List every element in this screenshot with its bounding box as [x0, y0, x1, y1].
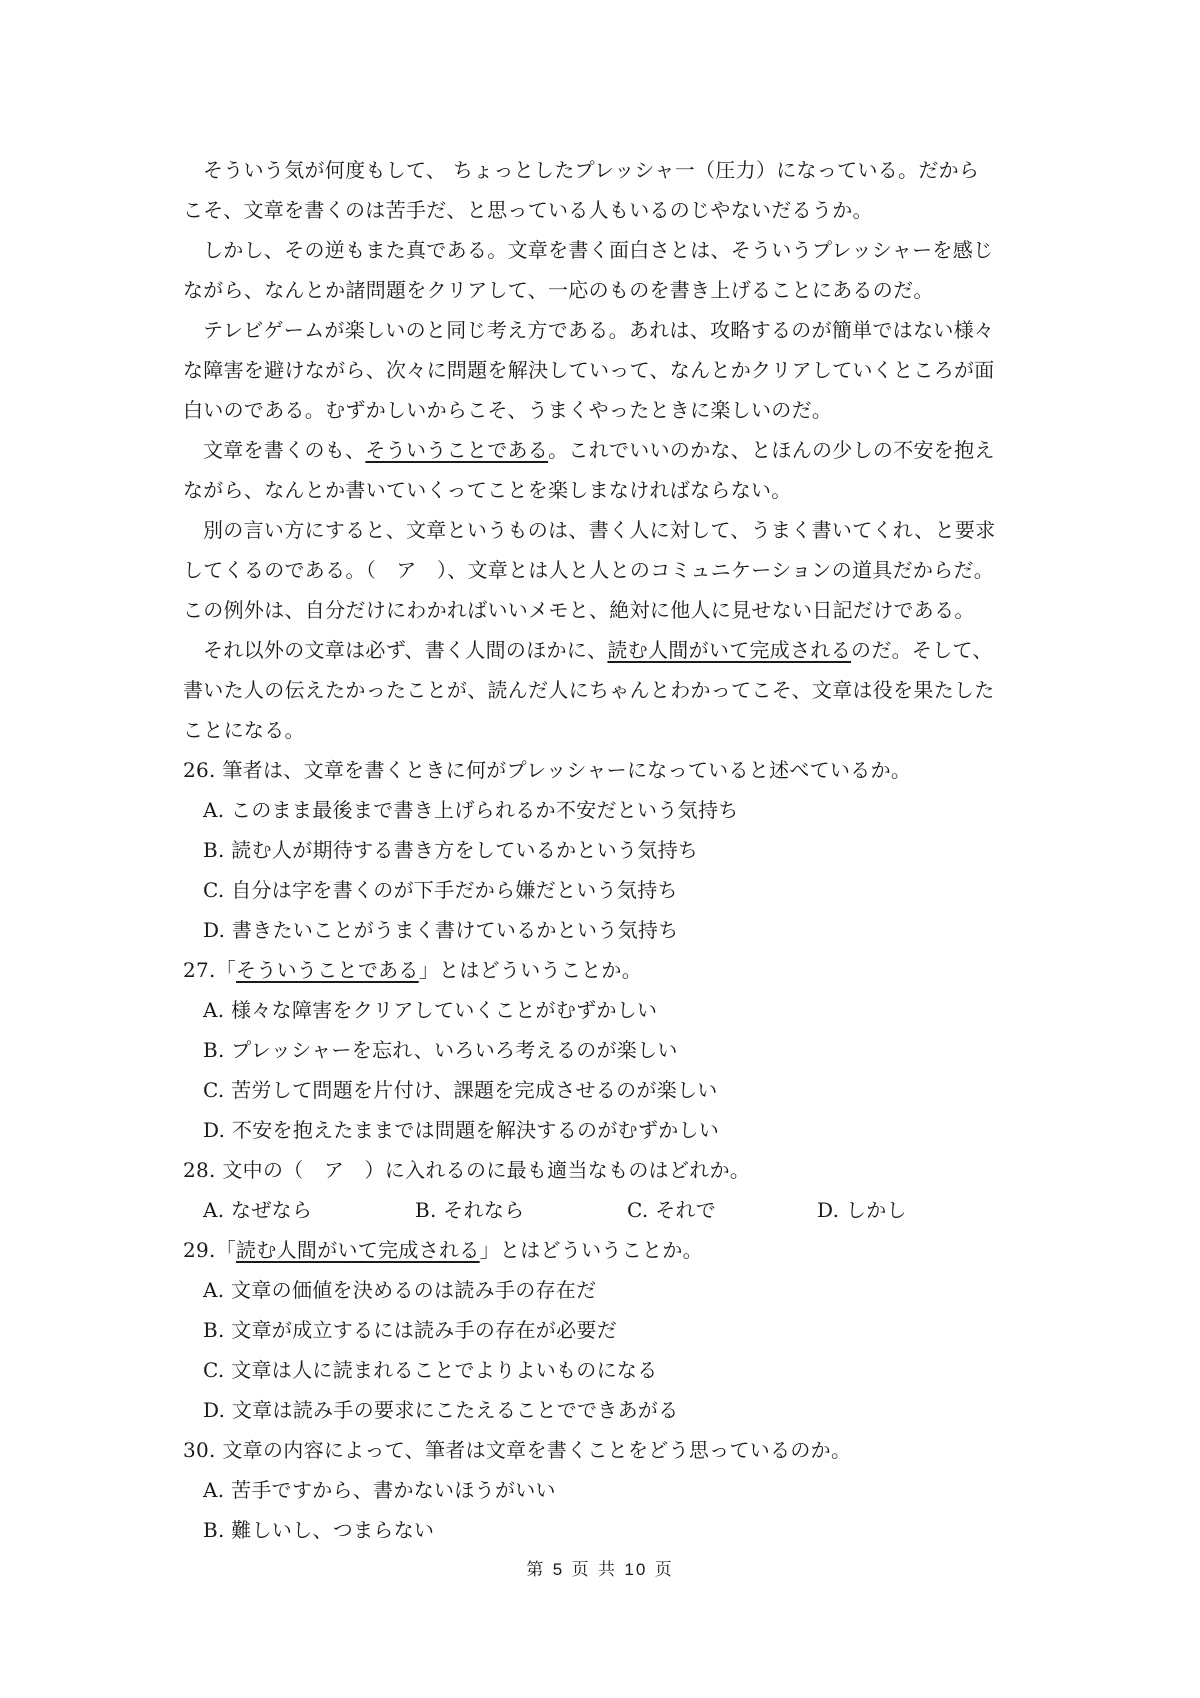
- underlined-phrase: 読む人間がいて完成される: [607, 638, 852, 662]
- passage-line: テレビゲームが楽しいのと同じ考え方である。あれは、攻略するのが簡単ではない様々: [203, 318, 995, 342]
- reading-passage: [183, 150, 1033, 750]
- option-a: A. なぜなら: [203, 1198, 313, 1222]
- option-b: B. 読む人が期待する書き方をしているかという気持ち: [203, 838, 699, 862]
- option-d: D. 不安を抱えたままでは問題を解決するのがむずかしい: [203, 1118, 720, 1142]
- question-28: [183, 1150, 1033, 1230]
- passage-text: それ以外の文章は必ず、書く人間のほかに、: [203, 638, 608, 662]
- option-c: C. 文章は人に読まれることでよりよいものになる: [203, 1358, 658, 1382]
- option-a: A. 様々な障害をクリアしていくことがむずかしい: [203, 998, 658, 1022]
- question-stem: 28. 文中の（ ア ）に入れるのに最も適当なものはどれか。: [183, 1158, 751, 1182]
- passage-line: そういう気が何度もして、 ちょっとしたプレッシャ一（圧力）になっている。だから: [203, 158, 980, 182]
- option-b: B. 難しいし、つまらない: [203, 1518, 435, 1542]
- passage-line: ながら、なんとか諸問題をクリアして、一応のものを書き上げることにあるのだ。: [183, 278, 934, 302]
- question-number: 27.「: [183, 958, 237, 982]
- question-number: 29.「: [183, 1238, 237, 1262]
- passage-line: この例外は、自分だけにわかればいいメモと、絶対に他人に見せない日記だけである。: [183, 598, 975, 622]
- option-a: A. このまま最後まで書き上げられるか不安だという気持ち: [203, 798, 739, 822]
- question-30: [183, 1430, 1033, 1550]
- option-a: A. 文章の価値を決めるのは読み手の存在だ: [203, 1278, 597, 1302]
- passage-line: ながら、なんとか書いていくってことを楽しまなければならない。: [183, 478, 792, 502]
- question-stem: [183, 1230, 1033, 1270]
- question-text: 」とはどういうことか。: [418, 958, 643, 982]
- option-d: D. 文章は読み手の要求にこたえることでできあがる: [203, 1398, 679, 1422]
- passage-text: 文章を書くのも、: [203, 438, 366, 462]
- passage-line: しかし、その逆もまた真である。文章を書く面白さとは、そういうプレッシャーを感じ: [203, 238, 994, 262]
- option-d: D. 書きたいことがうまく書けているかという気持ち: [203, 918, 679, 942]
- underlined-phrase: そういうことである: [365, 438, 549, 462]
- passage-line: ことになる。: [183, 718, 305, 742]
- option-d: D. しかし: [817, 1198, 907, 1222]
- question-stem: 26. 筆者は、文章を書くときに何がプレッシャーになっていると述べているか。: [183, 758, 912, 782]
- option-b: B. それなら: [415, 1198, 525, 1222]
- total-pages: 10: [624, 1560, 648, 1579]
- footer-middle: 页 共: [571, 1560, 617, 1580]
- passage-line: 白いのである。むずかしいからこそ、うまくやったときに楽しいのだ。: [183, 398, 833, 422]
- question-26: [183, 750, 1033, 950]
- options-row: [183, 1190, 1033, 1230]
- question-29: [183, 1230, 1033, 1430]
- footer-suffix: 页: [654, 1560, 674, 1580]
- passage-line: してくるのである。（ ア ）、文章とは人と人とのコミュニケーションの道具だからだ。: [183, 558, 995, 582]
- footer-prefix: 第: [526, 1560, 546, 1580]
- question-stem: [183, 950, 1033, 990]
- underlined-phrase: 読む人間がいて完成される: [236, 1238, 480, 1262]
- passage-text: 。これでいいのかな、とほんの少しの不安を抱え: [548, 438, 995, 462]
- passage-line: [183, 630, 1033, 670]
- option-b: B. 文章が成立するには読み手の存在が必要だ: [203, 1318, 618, 1342]
- page-footer: [0, 1555, 1200, 1580]
- passage-line: [183, 430, 1033, 470]
- passage-line: こそ、文章を書くのは苦手だ、と思っている人もいるのじやないだるうか。: [183, 198, 873, 222]
- question-27: [183, 950, 1033, 1150]
- option-b: B. プレッシャーを忘れ、いろいろ考えるのが楽しい: [203, 1038, 678, 1062]
- passage-text: のだ。そして、: [851, 638, 993, 662]
- option-c: C. 苦労して問題を片付け、課題を完成させるのが楽しい: [203, 1078, 718, 1102]
- option-c: C. それで: [627, 1198, 717, 1222]
- exam-page: [183, 150, 1033, 1550]
- passage-line: 別の言い方にすると、文章というものは、書く人に対して、うまく書いてくれ、と要求: [203, 518, 996, 542]
- page-number: 5: [552, 1560, 565, 1579]
- question-stem: 30. 文章の内容によって、筆者は文章を書くことをどう思っているのか。: [183, 1438, 852, 1462]
- option-c: C. 自分は字を書くのが下手だから嫌だという気持ち: [203, 878, 678, 902]
- option-a: A. 苦手ですから、書かないほうがいい: [203, 1478, 556, 1502]
- passage-line: 書いた人の伝えたかったことが、読んだ人にちゃんとわかってこそ、文章は役を果たした: [183, 678, 995, 702]
- passage-line: な障害を避けながら、次々に問題を解決していって、なんとかクリアしていくところが面: [183, 358, 995, 382]
- question-text: 」とはどういうことか。: [479, 1238, 703, 1262]
- underlined-phrase: そういうことである: [236, 958, 419, 982]
